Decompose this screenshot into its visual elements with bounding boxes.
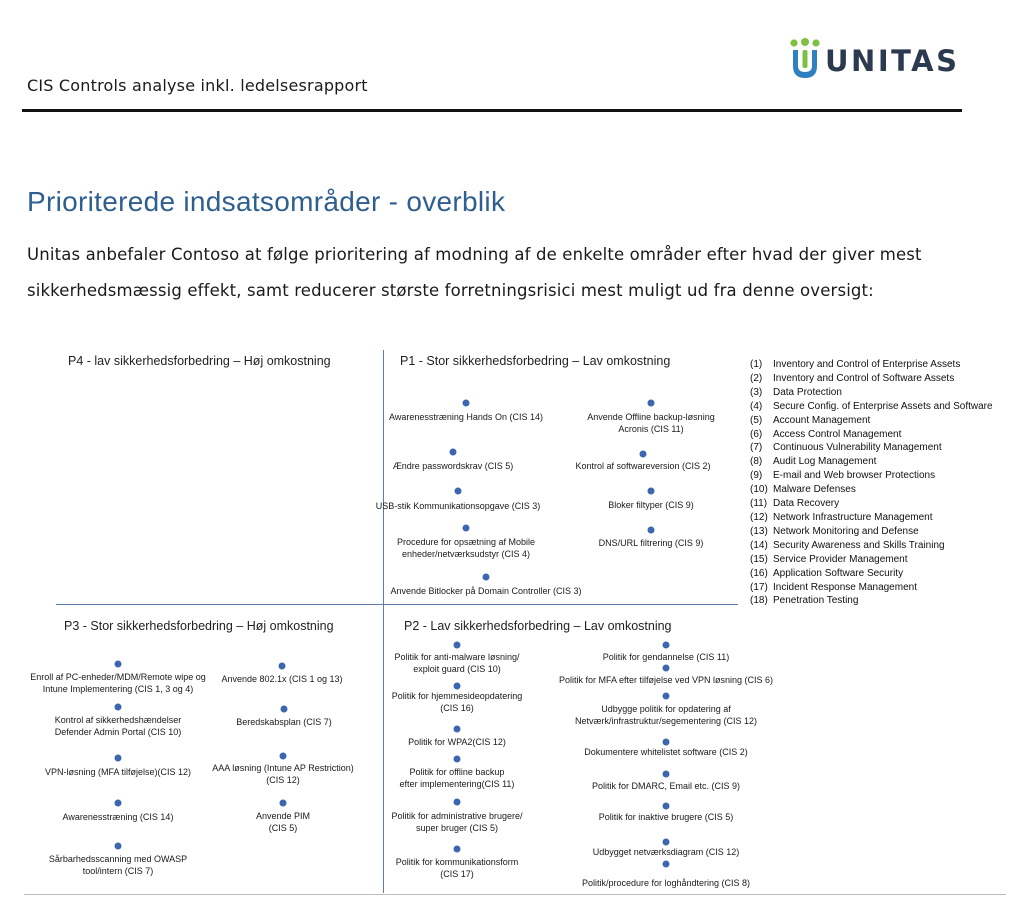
- item-marker-dot: [280, 800, 287, 807]
- legend-row: [750, 386, 993, 400]
- legend-label: Access Control Management: [773, 428, 902, 440]
- item-label-line2: Netværk/infrastruktur/segementering (CIS 12): [574, 716, 758, 726]
- legend-number: (3): [750, 386, 763, 398]
- item-marker-dot: [281, 706, 288, 713]
- intro-text-line-2: sikkerhedsmæssig effekt, samt reducerer største forretningsrisici mest muligt ud fra denne oversigt:: [27, 281, 874, 300]
- p1-item: [389, 411, 543, 423]
- item-label-line2: Defender Admin Portal (CIS 10): [54, 727, 182, 737]
- legend-number: (2): [750, 372, 763, 384]
- item-label-line1: Bloker filtyper (CIS 9): [608, 500, 694, 510]
- legend-label: Data Protection: [773, 386, 842, 398]
- item-label-line2: (CIS 17): [440, 869, 474, 879]
- item-label-line2: (CIS 5): [268, 823, 298, 833]
- legend-number: (6): [750, 428, 763, 440]
- item-marker-dot: [454, 799, 461, 806]
- item-label-line1: VPN-løsning (MFA tilføjelse)(CIS 12): [44, 767, 192, 777]
- p1-item: [608, 499, 694, 511]
- legend-label: Inventory and Control of Enterprise Assets: [773, 359, 961, 370]
- p1-item: [397, 536, 535, 560]
- legend-number: (15): [750, 553, 768, 565]
- legend-row: [750, 469, 993, 483]
- item-marker-dot: [454, 726, 461, 733]
- p3-item: [30, 671, 206, 695]
- p3-item: [55, 714, 182, 738]
- item-marker-dot: [663, 861, 670, 868]
- p2-item: [400, 766, 515, 790]
- item-label-line1: Kontrol af sikkerhedshændelser: [54, 715, 182, 725]
- legend-row: [750, 497, 993, 511]
- item-marker-dot: [663, 665, 670, 672]
- legend-label: Network Monitoring and Defense: [773, 525, 919, 537]
- legend-number: (14): [750, 539, 768, 551]
- legend-label: Service Provider Management: [773, 553, 908, 565]
- item-marker-dot: [115, 755, 122, 762]
- item-marker-dot: [454, 642, 461, 649]
- legend-row: [750, 483, 993, 497]
- item-label-line1: Anvende Bitlocker på Domain Controller (CIS 3): [390, 586, 582, 596]
- item-marker-dot: [648, 527, 655, 534]
- p2-item: [582, 877, 750, 889]
- p2-item: [599, 811, 734, 823]
- legend-number: (12): [750, 511, 768, 523]
- p2-item: [593, 846, 740, 858]
- legend-row: [750, 358, 993, 372]
- item-label-line1: Dokumentere whitelistet software (CIS 2): [584, 747, 748, 757]
- legend-row: [750, 525, 993, 539]
- item-marker-dot: [463, 400, 470, 407]
- p2-item: [592, 780, 740, 792]
- item-marker-dot: [115, 661, 122, 668]
- legend-number: (1): [750, 359, 763, 370]
- legend-label: Data Recovery: [773, 498, 840, 510]
- p1-item: [376, 500, 541, 512]
- legend-row: [750, 581, 993, 595]
- item-label-line1: Politik for offline backup: [409, 767, 505, 777]
- item-label-line1: Anvende PIM: [255, 811, 311, 821]
- item-marker-dot: [663, 803, 670, 810]
- p2-item: [408, 736, 506, 748]
- legend-number: (10): [750, 484, 768, 496]
- item-label-line1: Politik for WPA2(CIS 12): [408, 737, 506, 747]
- legend-label: Audit Log Management: [773, 456, 877, 468]
- legend-label: Malware Defenses: [773, 484, 856, 496]
- item-label-line2: enheder/netværksudstyr (CIS 4): [401, 549, 531, 559]
- legend-row: [750, 441, 993, 455]
- item-label-line2: Acronis (CIS 11): [618, 424, 684, 434]
- legend-label: Security Awareness and Skills Training: [773, 539, 945, 551]
- p4-quadrant-title: P4 - lav sikkerhedsforbedring – Høj omkostning: [68, 354, 331, 368]
- item-marker-dot: [663, 642, 670, 649]
- legend-number: (4): [750, 400, 763, 412]
- legend-number: (18): [750, 595, 768, 607]
- p3-item: [221, 673, 342, 685]
- p3-quadrant-title: P3 - Stor sikkerhedsforbedring – Høj omkostning: [64, 619, 334, 633]
- item-label-line1: Anvende 802.1x (CIS 1 og 13): [221, 674, 343, 684]
- legend-label: Continuous Vulnerability Management: [773, 442, 942, 454]
- legend-number: (17): [750, 581, 768, 593]
- p1-quadrant-title: P1 - Stor sikkerhedsforbedring – Lav omkostning: [400, 354, 671, 368]
- legend-row: [750, 594, 993, 608]
- item-marker-dot: [115, 704, 122, 711]
- item-marker-dot: [640, 451, 647, 458]
- item-label-line1: DNS/URL filtrering (CIS 9): [598, 538, 704, 548]
- unitas-logo: [788, 38, 960, 82]
- item-label-line1: Politik for administrative brugere/: [391, 811, 523, 821]
- item-label-line1: Politik for anti-malware løsning/: [394, 652, 520, 662]
- item-marker-dot: [663, 693, 670, 700]
- item-marker-dot: [483, 574, 490, 581]
- p2-item: [584, 746, 748, 758]
- legend-row: [750, 455, 993, 469]
- item-label-line1: Anvende Offline backup-løsning: [587, 412, 715, 422]
- p2-item: [391, 810, 522, 834]
- p3-item: [63, 811, 174, 823]
- item-marker-dot: [663, 739, 670, 746]
- footer-divider: [24, 894, 1006, 895]
- legend-label: Incident Response Management: [773, 581, 917, 593]
- item-marker-dot: [450, 449, 457, 456]
- item-marker-dot: [454, 756, 461, 763]
- unitas-logo-icon: [788, 38, 824, 82]
- matrix-horizontal-axis: [56, 604, 738, 605]
- legend-number: (9): [750, 470, 763, 482]
- item-label-line1: Politik for inaktive brugere (CIS 5): [598, 812, 734, 822]
- legend-row: [750, 428, 993, 442]
- p1-item: [575, 460, 710, 472]
- item-marker-dot: [115, 843, 122, 850]
- item-marker-dot: [663, 839, 670, 846]
- p1-item: [390, 585, 581, 597]
- item-label-line1: Politik for DMARC, Email etc. (CIS 9): [591, 781, 741, 791]
- logo-text: UNITAS: [825, 44, 960, 78]
- item-label-line2: efter implementering(CIS 11): [399, 779, 515, 789]
- legend-row: [750, 372, 993, 386]
- p2-item: [394, 651, 519, 675]
- item-label-line2: super bruger (CIS 5): [415, 823, 499, 833]
- item-marker-dot: [280, 753, 287, 760]
- item-label-line1: Politik for kommunikationsform: [395, 857, 519, 867]
- item-marker-dot: [455, 488, 462, 495]
- item-label-line1: Politik for gendannelse (CIS 11): [602, 652, 730, 662]
- p3-item: [49, 853, 187, 877]
- item-label-line1: Politik for MFA efter tilføjelse ved VPN løsning (CIS 6): [558, 675, 774, 685]
- item-marker-dot: [663, 771, 670, 778]
- item-label-line1: Awarenesstræning (CIS 14): [62, 812, 174, 822]
- legend-number: (11): [750, 498, 768, 510]
- p2-item: [392, 690, 523, 714]
- item-label-line1: AAA løsning (Intune AP Restriction): [212, 763, 354, 773]
- legend-row: [750, 511, 993, 525]
- section-heading: Prioriterede indsatsområder - overblik: [27, 186, 506, 217]
- item-marker-dot: [115, 800, 122, 807]
- legend-label: Network Infrastructure Management: [773, 511, 933, 523]
- p1-item: [393, 460, 514, 472]
- item-label-line2: tool/intern (CIS 7): [82, 866, 154, 876]
- item-marker-dot: [648, 400, 655, 407]
- item-marker-dot: [463, 525, 470, 532]
- legend-label: Inventory and Control of Software Assets: [773, 372, 955, 384]
- legend-row: [750, 553, 993, 567]
- p3-item: [212, 762, 353, 786]
- cis-controls-legend: [750, 358, 993, 608]
- item-label-line1: USB-stik Kommunikationsopgave (CIS 3): [375, 501, 541, 511]
- p2-item: [396, 856, 519, 880]
- matrix-vertical-axis: [383, 350, 384, 893]
- legend-label: Application Software Security: [773, 567, 904, 579]
- p1-item: [599, 537, 704, 549]
- item-marker-dot: [279, 663, 286, 670]
- legend-row: [750, 400, 993, 414]
- p2-item: [559, 674, 773, 686]
- p2-quadrant-title: P2 - Lav sikkerhedsforbedring – Lav omkostning: [404, 619, 672, 633]
- header-divider: [22, 109, 962, 112]
- item-label-line1: Udbygget netværksdiagram (CIS 12): [592, 847, 740, 857]
- legend-number: (7): [750, 442, 763, 454]
- item-label-line1: Politik/procedure for loghåndtering (CIS 8): [581, 878, 751, 888]
- item-label-line1: Awarenesstræning Hands On (CIS 14): [389, 412, 543, 422]
- item-marker-dot: [454, 846, 461, 853]
- legend-row: [750, 414, 993, 428]
- legend-number: (16): [750, 567, 768, 579]
- item-label-line2: (CIS 16): [440, 703, 474, 713]
- legend-label: Secure Config. of Enterprise Assets and Software: [773, 400, 993, 412]
- item-label-line2: (CIS 12): [266, 775, 300, 785]
- item-label-line1: Udbygge politik for opdatering af: [601, 704, 731, 714]
- item-marker-dot: [648, 488, 655, 495]
- item-label-line1: Procedure for opsætning af Mobile: [396, 537, 536, 547]
- p2-item: [575, 703, 757, 727]
- legend-label: Account Management: [773, 414, 871, 426]
- item-label-line1: Enroll af PC-enheder/MDM/Remote wipe og: [30, 672, 206, 682]
- item-marker-dot: [454, 683, 461, 690]
- p1-item: [587, 411, 714, 435]
- legend-number: (8): [750, 456, 763, 468]
- p3-item: [45, 766, 191, 778]
- item-label-line2: Intune Implementering (CIS 1, 3 og 4): [42, 684, 194, 694]
- intro-text-line-1: Unitas anbefaler Contoso at følge prioritering af modning af de enkelte områder efter hvad der giver mest: [27, 245, 922, 264]
- p3-item: [256, 810, 310, 834]
- legend-row: [750, 539, 993, 553]
- legend-row: [750, 567, 993, 581]
- document-title: CIS Controls analyse inkl. ledelsesrapport: [27, 76, 368, 95]
- item-label-line1: Politik for hjemmesideopdatering: [391, 691, 523, 701]
- p2-item: [603, 651, 729, 663]
- legend-label: E-mail and Web browser Protections: [773, 470, 936, 482]
- legend-number: (13): [750, 525, 768, 537]
- item-label-line1: Ændre passwordskrav (CIS 5): [392, 461, 514, 471]
- item-label-line1: Beredskabsplan (CIS 7): [236, 717, 332, 727]
- legend-label: Penetration Testing: [773, 595, 859, 607]
- p3-item: [236, 716, 332, 728]
- item-label-line2: exploit guard (CIS 10): [413, 664, 501, 674]
- legend-number: (5): [750, 414, 763, 426]
- item-label-line1: Sårbarhedsscanning med OWASP: [48, 854, 188, 864]
- item-label-line1: Kontrol af softwareversion (CIS 2): [575, 461, 711, 471]
